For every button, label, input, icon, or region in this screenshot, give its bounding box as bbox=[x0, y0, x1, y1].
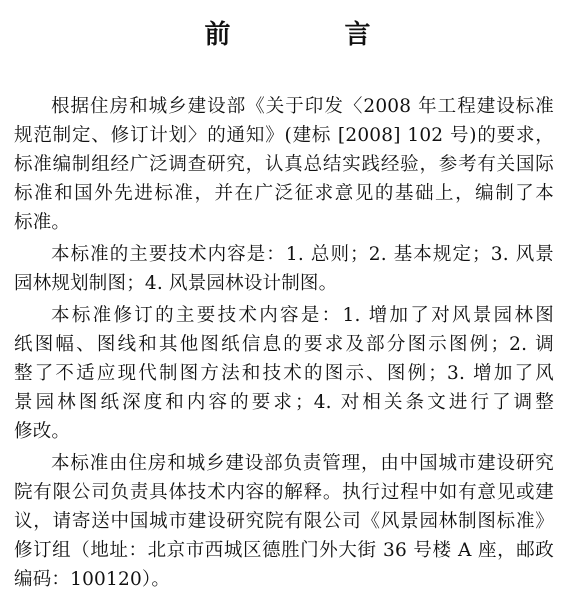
page-title: 前 言 bbox=[204, 20, 415, 50]
paragraph-line: 编码：100120）。 bbox=[14, 569, 171, 590]
body-text bbox=[14, 92, 554, 594]
paragraph-line: 标准编制组经广泛调查研究，认真总结实践经验，参考有关国际 bbox=[14, 154, 554, 175]
paragraph-4 bbox=[14, 449, 554, 594]
paragraph-3 bbox=[14, 301, 554, 446]
paragraph-line: 院有限公司负责具体技术内容的解释。执行过程中如有意见或建 bbox=[14, 482, 554, 503]
paragraph-line: 园林规划制图；4. 风景园林设计制图。 bbox=[14, 273, 338, 294]
paragraph-line: 本标准的主要技术内容是：1. 总则；2. 基本规定；3. 风景 bbox=[51, 244, 554, 265]
paragraph-line: 整了不适应现代制图方法和技术的图示、图例；3. 增加了风 bbox=[14, 363, 554, 384]
paragraph-2 bbox=[14, 240, 554, 298]
paragraph-line: 修改。 bbox=[14, 421, 71, 442]
paragraph-line: 标准和国外先进标准，并在广泛征求意见的基础上，编制了本 bbox=[14, 183, 554, 204]
paragraph-line: 景园林图纸深度和内容的要求；4. 对相关条文进行了调整 bbox=[14, 392, 554, 413]
paragraph-line: 本标准由住房和城乡建设部负责管理，由中国城市建设研究 bbox=[51, 453, 554, 474]
paragraph-line: 修订组（地址：北京市西城区德胜门外大街 36 号楼 A 座，邮政 bbox=[14, 540, 554, 561]
paragraph-line: 纸图幅、图线和其他图纸信息的要求及部分图示图例；2. 调 bbox=[14, 334, 554, 355]
paragraph-line: 议，请寄送中国城市建设研究院有限公司《风景园林制图标准》 bbox=[14, 511, 554, 532]
paragraph-line: 规范制定、修订计划〉的通知》(建标 [2008] 102 号)的要求， bbox=[14, 125, 554, 146]
paragraph-1 bbox=[14, 92, 554, 237]
paragraph-line: 标准。 bbox=[14, 212, 71, 233]
paragraph-line: 本标准修订的主要技术内容是：1. 增加了对风景园林图 bbox=[51, 305, 554, 326]
paragraph-line: 根据住房和城乡建设部《关于印发〈2008 年工程建设标准 bbox=[51, 96, 554, 117]
